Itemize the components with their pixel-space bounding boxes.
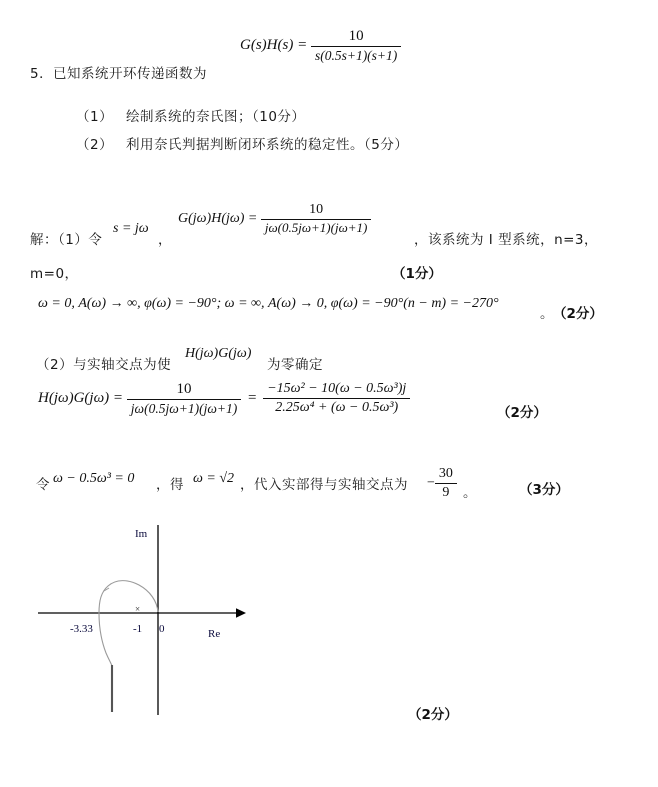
solution-line1-formula-lhs: G(jω)H(jω) =: [178, 210, 258, 226]
big-formula: [38, 381, 410, 416]
big-formula-right-numerator: −15ω² − 10(ω − 0.5ω³)j: [263, 381, 410, 399]
solution-line1-denominator: jω(0.5jω+1)(jω+1): [264, 219, 368, 235]
solution-line2-score: （1分）: [392, 266, 442, 282]
problem-stem-text: 已知系统开环传递函数为: [53, 66, 207, 82]
tick-label-zero: 0: [159, 623, 165, 635]
stem-formula-denominator: s(0.5s+1)(s+1): [314, 47, 398, 63]
solution-line1-formula: [178, 202, 371, 235]
subquestion-1-index: （1）: [76, 109, 114, 125]
solution-line1-prefix: 解：（1）令: [30, 232, 103, 248]
imaginary-axis-label: Im: [135, 528, 148, 540]
nyquist-plot: [0, 515, 330, 725]
solution-line2: m=0，: [30, 266, 79, 282]
subquestion-2-index: （2）: [76, 137, 114, 153]
final-line-fraction: [435, 466, 457, 500]
limits-line: [38, 296, 499, 312]
stem-formula-fraction: [311, 28, 401, 63]
final-line-mid2: ，代入实部得与实轴交点为: [240, 477, 408, 493]
stem-formula-lhs: G(s)H(s) =: [240, 36, 308, 53]
stem-formula-numerator: 10: [311, 28, 401, 47]
nyquist-plot-svg: [0, 515, 330, 725]
part2-expression: H(jω)G(jω): [185, 346, 252, 361]
limits-score: （2分）: [553, 306, 603, 322]
big-formula-right-denominator: 2.25ω⁴ + (ω − 0.5ω³): [275, 399, 399, 415]
subquestion-2-text: 利用奈氏判据判断闭环系统的稳定性。（5分）: [126, 137, 409, 153]
real-axis-arrow-icon: [236, 608, 246, 618]
big-formula-mid-numerator: 10: [127, 381, 241, 400]
solution-line1-numerator: 10: [261, 202, 371, 220]
final-line-tail: 。: [463, 485, 477, 501]
final-line-frac-denominator: 9: [442, 484, 450, 500]
nyquist-curve-upper: [99, 581, 158, 613]
final-line-equation-1: ω − 0.5ω³ = 0: [53, 471, 135, 486]
solution-line1-suffix: ，该系统为 I 型系统，n=3，: [414, 232, 599, 248]
problem-number: 5．: [30, 66, 54, 82]
big-formula-score: （2分）: [497, 405, 547, 421]
final-line-score: （3分）: [519, 482, 569, 498]
nyquist-curve-lower: [99, 613, 112, 666]
part2-suffix: 为零确定: [267, 357, 323, 373]
limits-expression: ω = 0, A(ω) → ∞, φ(ω) = −90°; ω = ∞, A(ω) → 0, φ(ω) = −90°(n − m) = −270°: [38, 296, 499, 311]
big-formula-mid-denominator: jω(0.5jω+1)(jω+1): [130, 400, 238, 416]
big-formula-middle-fraction: [127, 381, 241, 416]
stem-formula: [240, 28, 401, 63]
big-formula-right-fraction: [263, 381, 410, 415]
solution-line1-comma: ，: [158, 232, 172, 248]
real-axis-label: Re: [208, 628, 221, 640]
solution-line1-fraction: [261, 202, 371, 235]
plot-score: （2分）: [408, 707, 458, 723]
final-line-prefix: 令: [36, 477, 50, 493]
solution-line1-substitution: s = jω: [113, 221, 149, 236]
tick-label-minus-1: -1: [133, 623, 143, 635]
tick-label-minus-3-33: -3.33: [70, 623, 93, 635]
part2-prefix: （2）与实轴交点为使: [36, 357, 172, 373]
final-line-frac-sign: −: [427, 475, 435, 491]
final-line-intersection-value: [427, 466, 457, 500]
limits-tail: 。: [540, 306, 554, 322]
final-line-frac-numerator: 30: [435, 466, 457, 484]
final-line-mid: ，得: [156, 477, 184, 493]
big-formula-lhs: H(jω)G(jω) =: [38, 389, 124, 406]
big-formula-equals: =: [247, 389, 257, 406]
critical-point-marker-icon: ×: [135, 604, 141, 614]
final-line-equation-2: ω = √2: [193, 471, 235, 486]
subquestion-1-text: 绘制系统的奈氏图；（10分）: [126, 109, 306, 125]
